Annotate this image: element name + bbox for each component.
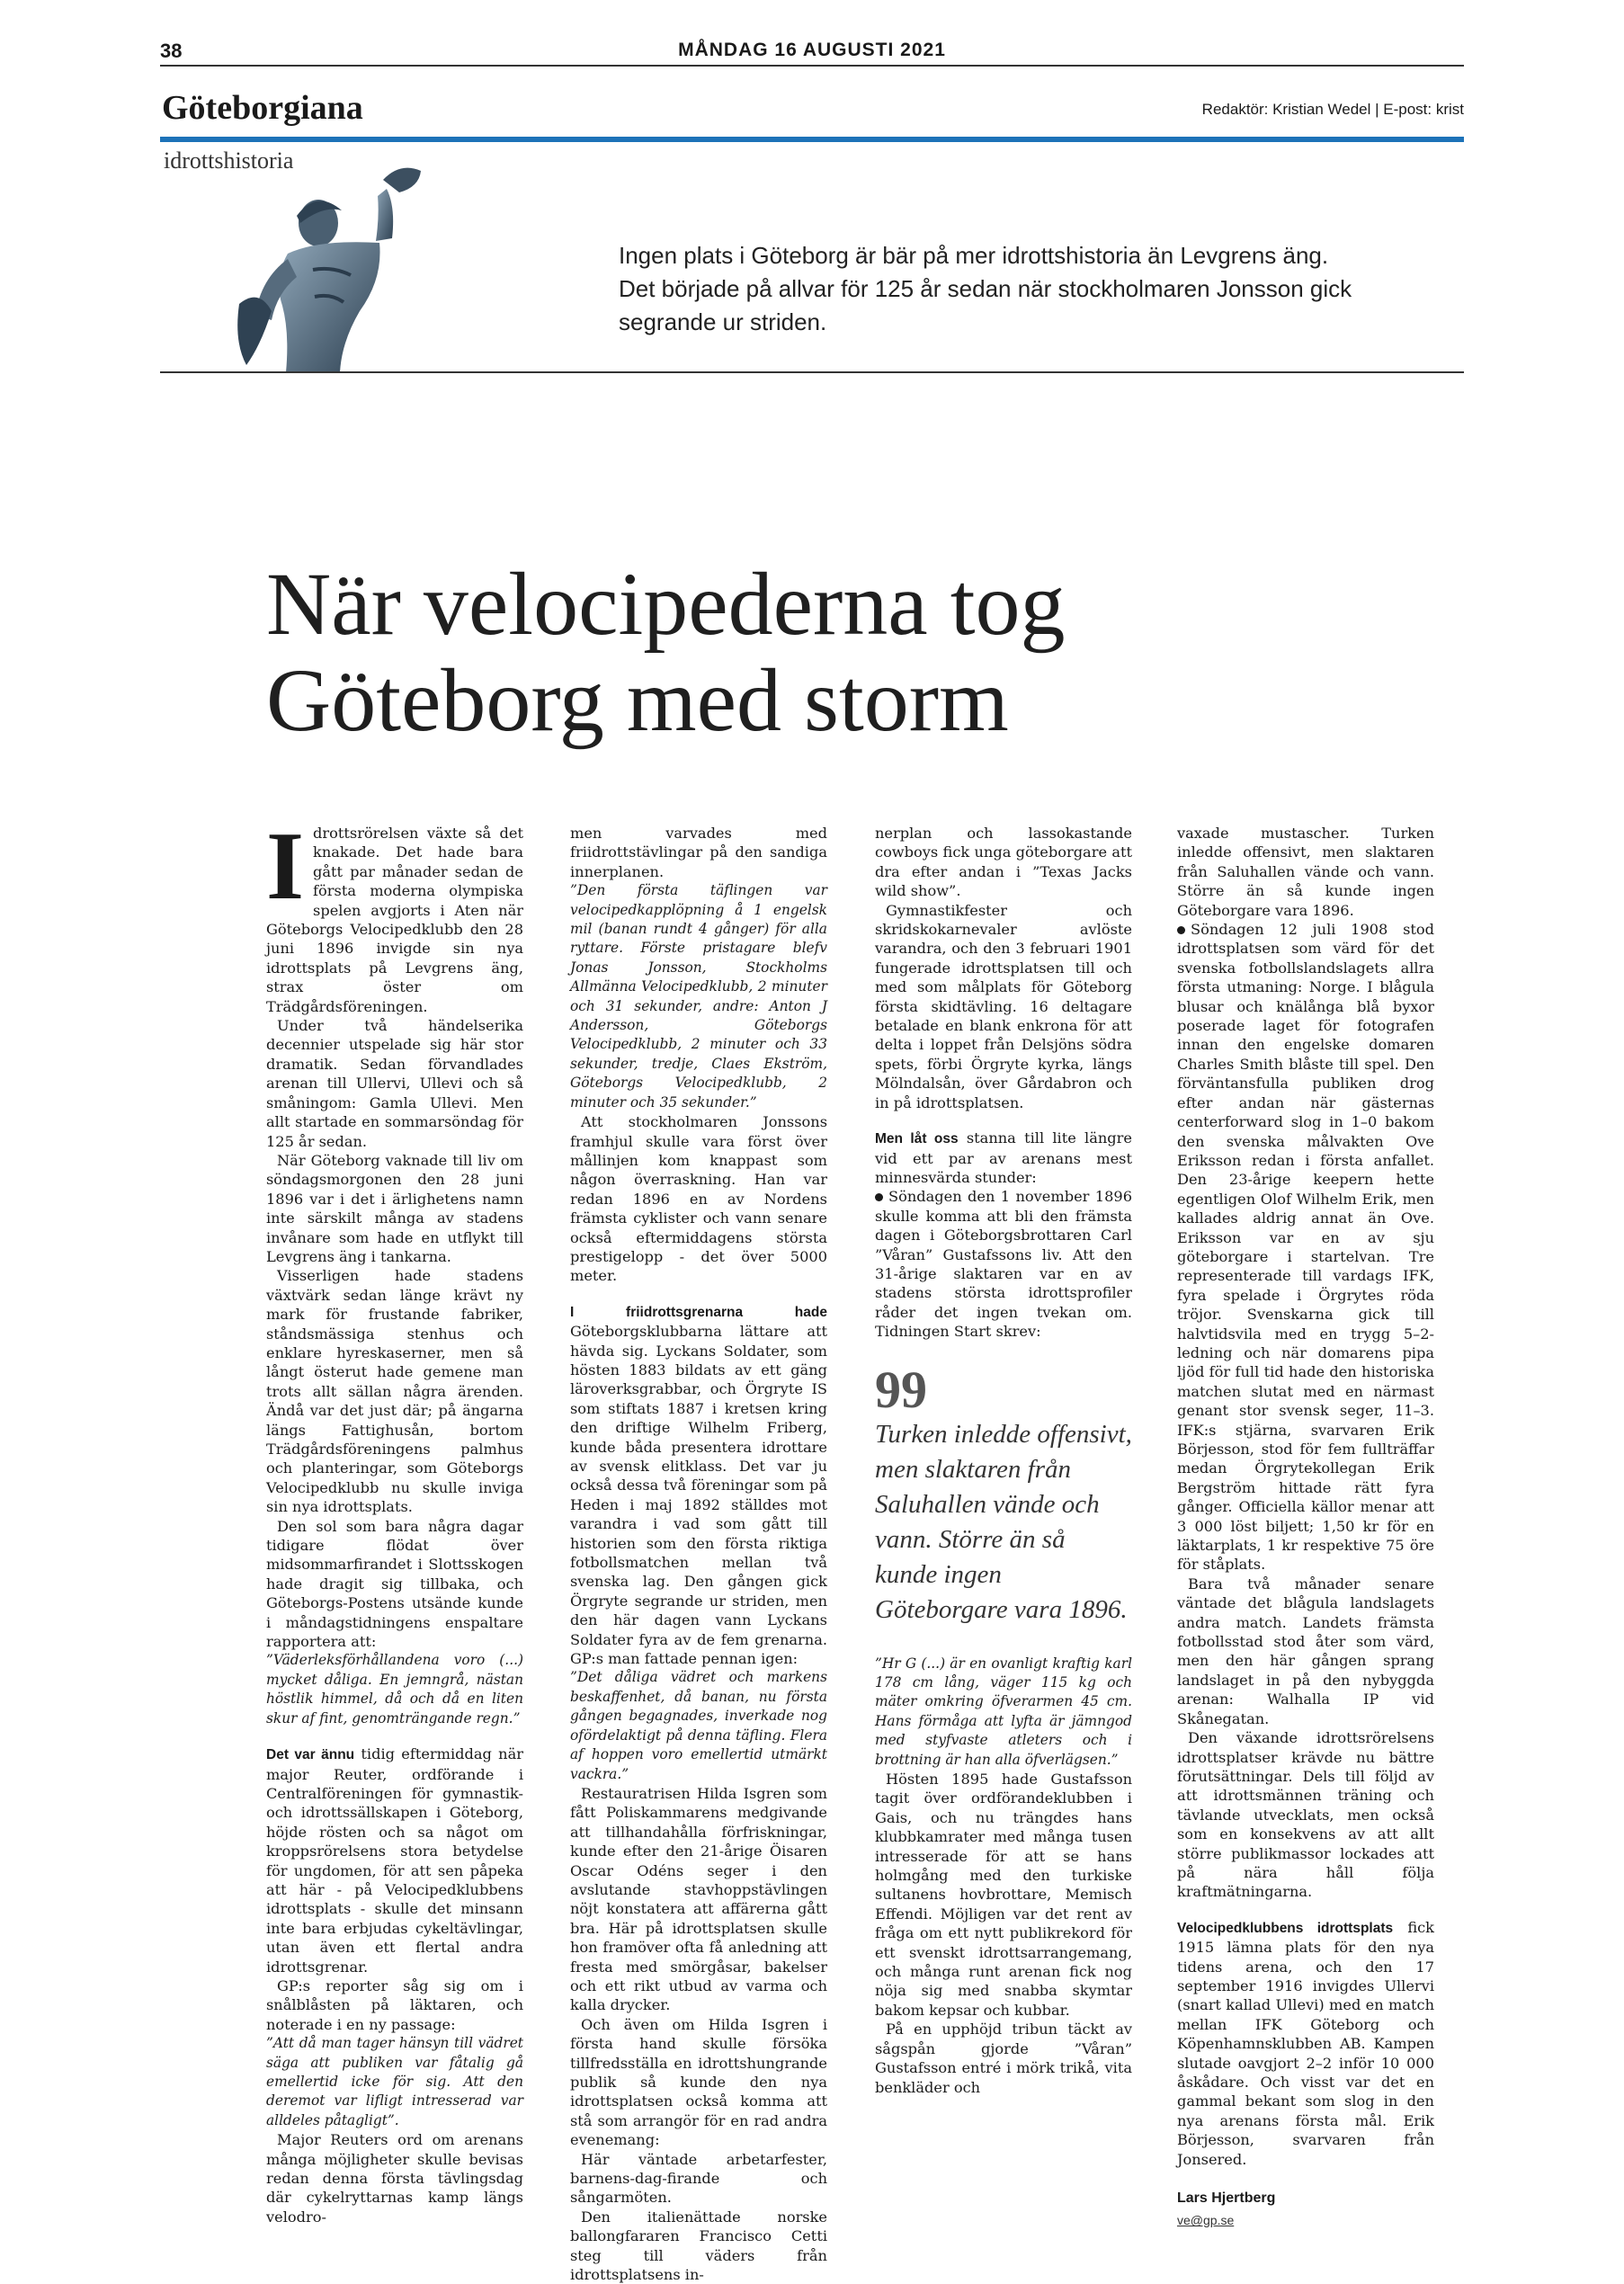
editor-credit: Redaktör: Kristian Wedel | E-post: krist <box>1201 101 1464 118</box>
author-email[interactable]: ve@gp.se <box>1177 2213 1235 2228</box>
top-rule <box>160 65 1464 67</box>
quoted-passage: ”Väderleksförhållandena voro (...) mycket dåliga. En jemngrå, nästan höstlik himmel, då och då en liten skur af fint, genomträngande regn.” <box>266 1652 523 1726</box>
column-3-bottom <box>875 1655 1132 2097</box>
body-paragraph: men varvades med friidrottstävlingar på den sandiga innerplanen. <box>570 825 827 880</box>
run-in-subhead: Det var ännu <box>266 1747 355 1763</box>
page-number: 38 <box>160 40 183 62</box>
subhead-paragraph <box>875 1129 1132 1187</box>
section-rule <box>160 137 1464 142</box>
subhead-paragraph <box>1177 1918 1434 2169</box>
headline-line-2: Göteborg med storm <box>266 650 1009 750</box>
body-paragraph: GP:s reporter såg sig om i snålblåsten på läktaren, och noterade i en ny passage: <box>266 1976 523 2033</box>
bullet-icon <box>875 1193 883 1201</box>
section-title: Göteborgiana <box>162 89 363 127</box>
body-paragraph: Och även om Hilda Isgren i första hand skulle försöka tillfredsställa en idrottshungrande publik så kunde den nya idrottsplatsen också komma att stå som arrangör för en rad andra evenemang: <box>570 2015 827 2149</box>
body-paragraph: När Göteborg vaknade till liv om söndagsmorgonen den 28 juni 1896 var i det i ärlighetens namn inte särskilt många av stadens invånare som hade en utflykt till Levgrens äng i tankarna. <box>266 1151 523 1265</box>
body-paragraph: Gymnastikfester och skridskokarnevaler avlöste varandra, och den 3 februari 1901 fungerade idrottsplatsen till och med som målplats för Göteborg första skidtävling. 16 deltagare betalade en blank enkrona för att delta i loppet från Delsjöns södra spets, förbi Örgryte kyrka, längs Mölndalsån, över Gårdabron och in på idrottsplatsen. <box>875 901 1132 1111</box>
subhead-paragraph <box>570 1302 827 1669</box>
paragraph-text: Söndagen den 1 november 1896 skulle komma att bli den främsta dagen i Göteborgsbrottaren Carl ”Våran” Gustafssons liv. Att den 31-årige slaktaren var en av stadens största idrottsprofiler råder det ingen tvekan om. Tidningen Start skrev: <box>875 1188 1132 1341</box>
body-paragraph: Att stockholmaren Jonssons framhjul skulle vara först över mållinjen kom knappast som någon överraskning. Han var redan 1896 en av Nordens främsta cyklister och vann senare också eftermiddagens största prestigelopp - det över 5000 meter. <box>570 1113 827 1285</box>
run-in-subhead: Velocipedklubbens idrottsplats <box>1177 1920 1394 1936</box>
headline-line-1: När velocipederna tog <box>266 554 1066 654</box>
subsection-label: idrottshistoria <box>164 147 294 174</box>
quoted-passage: ”Den första täflingen var velocipedkapplöpning å 1 engelsk mil (banan rundt 4 gånger) för alla ryttare. Förste pristagare blefv Jonas Jonsson, Stockholms Allmänna Velocipedklubb, 2 minuter och 31 sekunder, andre: Anton J Andersson, Göteborgs Velocipedklubb, 2 minuter och 33 sekunder, tredje, Claes Ekström, Göteborgs Velocipedklubb, 2 minuter och 35 sekunder.” <box>570 882 827 1111</box>
pull-quote <box>875 1360 1132 1628</box>
headline <box>266 556 1345 748</box>
body-paragraph: Major Reuters ord om arenans många möjligheter skulle bevisas redan denna första tävlingsdag där cykelryttarnas kamp längs velodro- <box>266 2131 523 2226</box>
drop-cap: I <box>266 813 305 920</box>
paragraph-text: fick 1915 lämna plats för den nya tidens arena, och den 17 september 1916 invigdes Ullervi (snart kallad Ullevi) med en match mellan IFK Göteborg och Köpenhamnsklubben AB. Kampen slutade oavgjort 2–2 inför 10 000 åskådare. Och visst var det en gammal bekant som slog in den nya arenans första mål. Erik Börjesson, svarvaren från Jonsered. <box>1177 1918 1434 2168</box>
bullet-icon <box>1177 926 1185 934</box>
paragraph-text: Göteborgsklubbarna lättare att hävda sig. Lyckans Soldater, som hösten 1883 bildats av ett gäng läroverksgrabbar, och Örgryte IS som stiftats 1887 i kretsen kring den driftige Wilhelm Friberg, kunde båda presentera idrottare av svensk elitklass. Det var ju också dessa två föreningar som på Heden i maj 1892 ställdes mot varandra i vad som gått till historien som den första riktiga fotbollsmatchen mellan två svenska lag. Den gången gick Örgryte segrande ur striden, men den här dagen vann Lyckans Soldater fyra av de fem grenarna. GP:s man fattade pennan igen: <box>570 1323 827 1668</box>
body-paragraph: nerplan och lassokastande cowboys fick unga göteborgare att dra efter andan i ”Texas Jacks wild show”. <box>875 825 1132 900</box>
paragraph-text: stanna till lite längre vid ett par av arenans mest minnesvärda stunder: <box>875 1129 1132 1186</box>
quote-mark-icon: 99 <box>875 1360 927 1419</box>
bullet-paragraph <box>875 1187 1132 1341</box>
column-4-body <box>1177 824 1434 2169</box>
run-in-subhead: Men låt oss <box>875 1131 959 1147</box>
subhead-paragraph <box>266 1744 523 1976</box>
body-paragraph: Hösten 1895 hade Gustafsson tagit över ordförandeklubben i Gais, och nu trängdes hans klubbkamrater med många tusen intresserade för att se hans holmgång med den turkiske sultanens hovbrottare, Memisch Effendi. Möjligen var det rent av fråga om ett nytt publikrekord för ett svenskt idrottsarrangemang, och många runt arenan fick nog nöja sig med snabba skymtar bakom kepsar och kubbar. <box>875 1771 1132 2019</box>
article-column-3 <box>875 824 1132 2097</box>
body-paragraph: Under två händelserika decennier utspelade sig här stor dramatik. Sedan förvandlades arenan till Ullervi, Ullevi och så småningom: Gamla Ullevi. Men allt startade en sommarsöndag för 125 år sedan. <box>266 1017 523 1150</box>
lead-paragraph: Ingen plats i Göteborg är bär på mer idrottshistoria än Levgrens äng. Det började på allvar för 125 år sedan när stockholmaren Jonsson gick segrande ur striden. <box>619 242 1352 335</box>
body-paragraph: vaxade mustascher. Turken inledde offensivt, men slaktaren från Saluhallen vände och vann. Större än så kunde ingen Göteborgare vara 1896. <box>1177 825 1434 919</box>
body-paragraph: Visserligen hade stadens växtvärk sedan länge krävt ny mark för frustande fabriker, ståndsmässiga stenhus och enklare hyreskaserner, men så långt österut hade gemene man trots allt sällan några ärenden. Ändå var det just där; på ängarna längs Fattighusån, bortom Trädgårdsföreningens palmhus och planteringar, som Göteborgs Velocipedklubb nu skulle inviga sin nya idrottsplats. <box>266 1267 523 1516</box>
body-paragraph: Den sol som bara några dagar tidigare flödat över midsommarfirandet i Slottsskogen hade dragit sig tillbaka, och Göteborgs-Postens utsände kunde i måndagstidningens enspaltare rapportera att: <box>266 1517 523 1651</box>
body-paragraph: Den växande idrottsrörelsens idrottsplatser krävde nu bättre förutsättningar. Dels till följd av att idrottsmännen träning och tävlande utvecklats, men också som en konsekvens av att allt större publikmassor lockades att på nära håll följa kraftmätningarna. <box>1177 1729 1434 1901</box>
column-3-top <box>875 824 1132 1342</box>
quoted-passage: ”Hr G (...) är en ovanligt kraftig karl 178 cm lång, väger 115 kg och mäter omkring öfverarmen 45 cm. Hans förmåga att lyfta är jämngod med styfvaste atleters och i brottning är han alla öfverlägsen.” <box>875 1655 1132 1768</box>
pull-quote-text: Turken inledde offensivt, men slaktaren från Saluhallen vände och vann. Större än så kunde ingen Göteborgare vara 1896. <box>875 1419 1132 1624</box>
paragraph-text: drottsrörelsen växte så det knakade. Det hade bara gått par månader sedan de första moderna olympiska spelen avgjorts i Aten när Göteborgs Velocipedklubb den 28 juni 1896 invigde sin nya idrottsplats på Levgrens äng, strax öster om Trädgårdsföreningen. <box>266 825 523 1015</box>
paragraph-text: Söndagen 12 juli 1908 stod idrottsplatsen som värd för det svenska fotbollslandslagets allra första utmaning: Norge. I blågula blusar och knälånga blå byxor poserade laget för fotografen innan den engelske domaren Charles Smith blåste till spel. Den förväntansfulla publiken drog efter andan när gästernas centerforward slog in 1–0 bakom den svenska målvakten Ove Eriksson redan i första anfallet. Den 23-årige keepern hette egentligen Olof Wilhelm Erik, men kallades aldrig annat än Ove. Eriksson var en av sju göteborgare i startelvan. Tre representerade till vardags IFK, fyra spelade i Örgrytes röda tröjor. Svenskarna gick till halvtidsvila med en trygg 5–2-ledning och när domarens pipa ljöd för full tid hade den historiska matchen slutat med en närmast genant stor svensk seger, 11–3. IFK:s stjärna, svarvaren Erik Börjesson, stod för fem fullträffar medan Örgrytekollegan Erik Bergström hittade rätt fyra gånger. Officiella källor menar att 3 000 löst biljett; 1,50 kr för en läktarplats, 1 kr respektive 75 öre för ståplats. <box>1177 921 1434 1574</box>
statue-illustration <box>207 153 441 372</box>
opening-paragraph <box>266 813 523 1016</box>
body-paragraph: Bara två månader senare väntade det blågula landslagets andra match. Landets främsta fotbollsstad stod åter som värd, men den här gången sprang landslaget in på den nybyggda arenan: Walhalla IP vid Skånegatan. <box>1177 1575 1434 1727</box>
body-paragraph: Här väntade arbetarfester, barnens-dag-firande och sångarmöten. <box>570 2150 827 2207</box>
lead-rule <box>160 371 1464 373</box>
article-column-2 <box>570 824 827 2284</box>
run-in-subhead: I friidrottsgrenarna hade <box>570 1304 827 1320</box>
body-paragraph: Den italienättade norske ballongfararen Francisco Cetti steg till väders från idrottsplatsens in- <box>570 2208 827 2284</box>
bullet-paragraph <box>1177 920 1434 1575</box>
dateline: MÅNDAG 16 AUGUSTI 2021 <box>678 40 946 60</box>
quoted-passage: ”Att då man tager hänsyn till vädret säga att publiken var fåtalig gå emellertid icke för sig. Att den deremot var lifligt intresserad var alldeles påtagligt”. <box>266 2035 523 2128</box>
body-paragraph: Restauratrisen Hilda Isgren som fått Poliskammarens medgivande att tillhandahålla förfriskningar, kunde efter den 21-årige Öisaren Oscar Odéns seger i den avslutande stavhoppstävlingen nöjt konstatera att affärerna gått bra. Här på idrottsplatsen skulle hon framöver ofta få anledning att fresta med smörgåsar, bakelser och ett rikt utbud av varma och kalla drycker. <box>570 1784 827 2014</box>
article-column-4 <box>1177 824 1434 2231</box>
quoted-passage: ”Det dåliga vädret och markens beskaffenhet, då banan, nu första gången begagnades, inverkade nog ofördelaktigt på denna täfling. Flera af hoppen voro emellertid utmärkt vackra.” <box>570 1669 827 1782</box>
body-paragraph: På en upphöjd tribun täckt av sågspån gjorde ”Våran” Gustafsson entré i mörk trikå, vita benkläder och <box>875 2021 1132 2096</box>
paragraph-text: tidig eftermiddag när major Reuter, ordförande i Centralföreningen för gymnastik- och idrottssällskapen i Göteborg, höjde rösten och sa något om kroppsrörelsens stora betydelse för ungdomen, för att sen påpeka att här - på Velocipedklubbens idrottsplats - skulle det minsann inte bara erbjudas cykeltävlingar, utan även ett flertal andra idrottsgrenar. <box>266 1745 523 1976</box>
byline: Lars Hjertberg <box>1177 2190 1276 2207</box>
article-column-1 <box>266 813 523 2226</box>
